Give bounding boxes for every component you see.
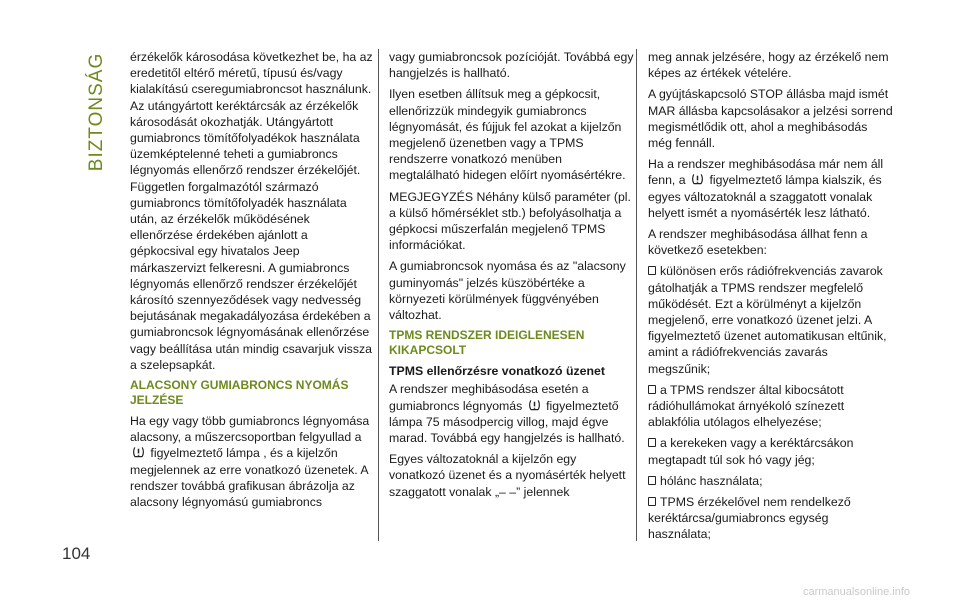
section-heading: ALACSONY GUMIABRONCS NYOMÁS JELZÉSE — [130, 378, 349, 408]
list-item: a kerekeken vagy a keréktárcsákon megtapadt túl sok hó vagy jég; — [648, 436, 854, 467]
bullet-box-icon — [648, 385, 656, 394]
list-item: TPMS érzékelővel nem rendelkező keréktárcsa/gumiabroncs egység használata; — [648, 495, 851, 542]
column-2 — [389, 49, 634, 505]
watermark: carmanualsonline.info — [802, 586, 910, 598]
section-title: BIZTONSÁG — [86, 52, 107, 172]
paragraph: vagy gumiabroncsok pozícióját. Továbbá egy hangjelzés is hallható. — [389, 50, 634, 81]
column-1 — [130, 49, 375, 515]
paragraph: A rendszer meghibásodása állhat fenn a következő esetekben: — [648, 227, 868, 258]
paragraph: Ilyen esetben állítsuk meg a gépkocsit, ellenőrizzük mindegyik gumiabroncs légnyomását, és fújjuk fel azokat a kijelzőn megjelenő üzenetben vagy a TPMS rendszerre vonatkozó menüben megtalálható hidegen előírt nyomásértékre. — [389, 87, 626, 183]
list-item: a TPMS rendszer által kibocsátott rádióhullámokat árnyékoló színezett ablakfólia utólagos elhelyezése; — [648, 382, 845, 430]
paragraph: A gumiabroncsok nyomása és az "alacsony guminyomás" jelzés küszöbértéke a környezeti körülmények függvényében változhat. — [389, 259, 626, 323]
tire-pressure-warning-icon — [528, 398, 541, 412]
tire-pressure-warning-icon — [691, 172, 704, 186]
column-divider — [378, 49, 379, 541]
bullet-box-icon — [648, 266, 656, 275]
page-number: 104 — [62, 544, 91, 563]
column-divider — [636, 49, 637, 541]
list-item: hólánc használata; — [648, 473, 893, 489]
column-3 — [648, 49, 893, 548]
subheading: TPMS ellenőrzésre vonatkozó üzenet — [389, 364, 605, 379]
paragraph: meg annak jelzésére, hogy az érzékelő nem képes az értékek vételére. — [648, 50, 889, 81]
bullet-box-icon — [648, 497, 656, 506]
bullet-list — [648, 263, 893, 542]
section-heading: TPMS RENDSZER IDEIGLENESEN KIKAPCSOLT — [389, 328, 585, 358]
paragraph: érzékelők károsodása következhet be, ha az eredetitől eltérő méretű, típusú és/vagy kialakítású cseregumiabroncsot használunk. Az utángyártott keréktárcsák az érzékelők károsodását okozhatják. Utángyártott gumiabroncs tömítőfolyadékok használata üzemképtelenné teheti a gumiabroncs légnyomás ellenőrző rendszer érzékelőjét. Független forgalmazótól származó gumiabroncs tömítőfolyadék használata után, az érzékelők működésének ellenőrzése érdekében ajánlott a gépkocsival egy hivatalos Jeep márkaszervizt felkeresni. A gumiabroncs légnyomás ellenőrző rendszer érzékelőjét károsító szennyeződések vagy nedvesség bejutásának megakadályozása érdekében a gumiabroncsok légnyomásának ellenőrzése vagy beállítása után mindig csavarjuk vissza a szelepsapkát. — [130, 50, 373, 372]
paragraph: Egyes változatoknál a kijelzőn egy vonatkozó üzenet és a nyomásérték helyett szaggatott vonalak „– –” jelennek — [389, 452, 626, 499]
paragraph: A rendszer meghibásodása esetén a gumiabroncs légnyomás figyelmeztető lámpa 75 másodpercig villog, majd égve marad. Továbbá egy hangjelzés is hallható. — [389, 382, 625, 446]
paragraph: Ha egy vagy több gumiabroncs légnyomása alacsony, a műszercsoportban felgyullad a figyelmeztető lámpa , és a kijelzőn megjelennek az erre vonatkozó üzenetek. A rendszer továbbá grafikusan ábrázolja az alacsony légnyomású gumiabroncs — [130, 414, 370, 510]
bullet-box-icon — [648, 438, 656, 447]
tire-pressure-warning-icon — [132, 445, 145, 459]
note-paragraph: MEGJEGYZÉS Néhány külső paraméter (pl. a külső hőmérséklet stb.) befolyásolhatja a gépkocsi műszerfalán megjelenő TPMS információkat. — [389, 189, 631, 253]
list-item: különösen erős rádiófrekvenciás zavarok gátolhatják a TPMS rendszer megfelelő működését. Ezt a körülményt a kijelzőn megjelenő, erre vonatkozó üzenet jelzi. A figyelmeztető üzenet automatikusan eltűnik, amint a rádiófrekvenciás zavarás megszűnik; — [648, 264, 887, 376]
paragraph: Ha a rendszer meghibásodása már nem áll fenn, a figyelmeztető lámpa kialszik, és egyes változatoknál a szaggatott vonalak helyett ismét a nyomásérték lesz látható. — [648, 157, 884, 220]
paragraph: A gyújtáskapcsoló STOP állásba majd ismét MAR állásba kapcsolásakor a jelzési sorrend megismétlődik ott, ahol a meghibásodás még fennáll. — [648, 87, 893, 151]
bullet-box-icon — [648, 476, 656, 485]
